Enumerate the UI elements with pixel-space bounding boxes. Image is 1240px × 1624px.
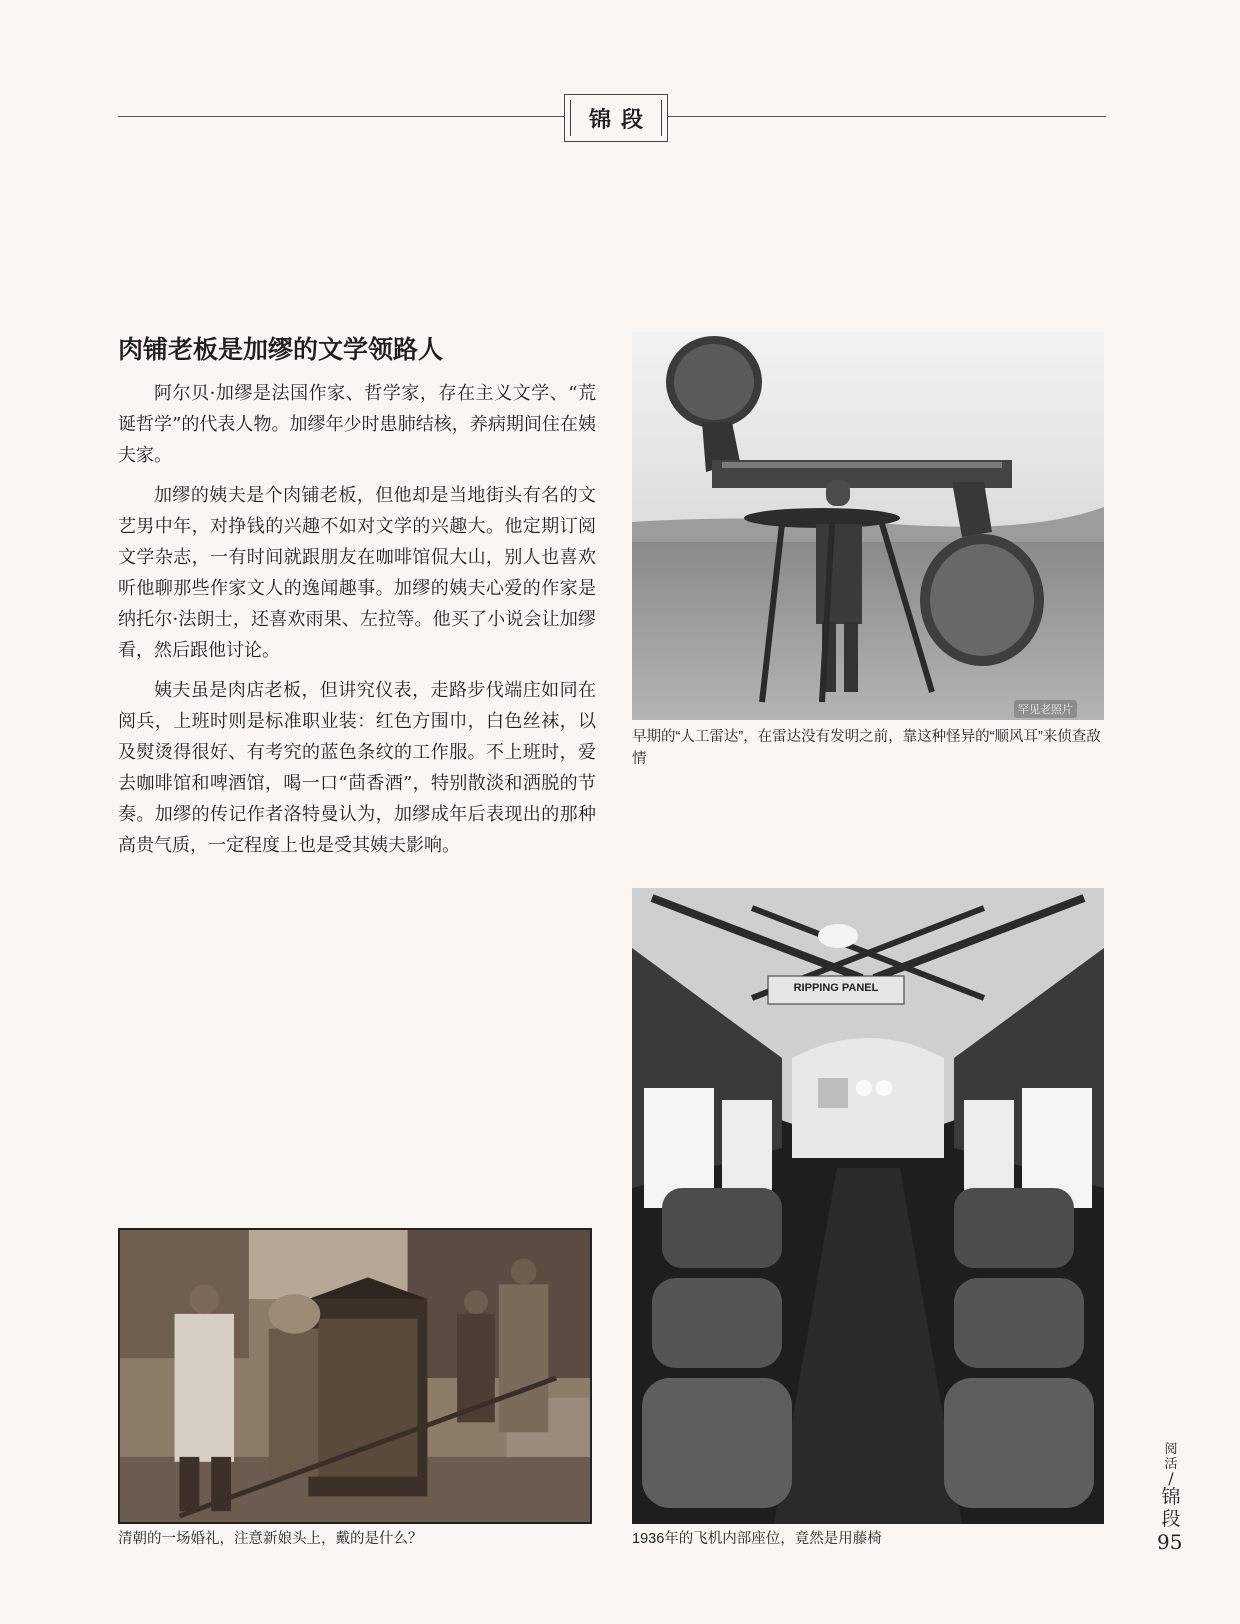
- ripping-panel-sign: RIPPING PANEL: [793, 982, 879, 994]
- magazine-section-big: 锦段: [1161, 1486, 1181, 1530]
- label-slash: /: [1168, 1469, 1174, 1488]
- photo-watermark: 罕见老照片: [1014, 700, 1077, 718]
- airplane-cabin-caption: 1936年的飞机内部座位，竟然是用藤椅: [632, 1531, 882, 1547]
- article-body: [118, 378, 596, 870]
- airplane-cabin-photo: [632, 888, 1104, 1524]
- radar-photo: [632, 332, 1104, 720]
- header-rule-right: [668, 116, 1106, 117]
- article-title: 肉铺老板是加缪的文学领路人: [118, 335, 444, 364]
- paragraph-1: 阿尔贝·加缪是法国作家、哲学家，存在主义文学、“荒诞哲学”的代表人物。加缪年少时患肺结核，养病期间住在姨夫家。: [118, 383, 596, 466]
- section-header: [564, 94, 668, 142]
- paragraph-3: 姨夫虽是肉店老板，但讲究仪表，走路步伐端庄如同在阅兵，上班时则是标准职业装：红色方围巾，白色丝袜，以及熨烫得很好、有考究的蓝色条纹的工作服。不上班时，爱去咖啡馆和啤酒馆，喝一口“茴香酒”，特别散淡和洒脱的节奏。加缪的传记作者洛特曼认为，加缪成年后表现出的那种高贵气质，一定程度上也是受其姨夫影响。: [118, 680, 596, 856]
- wedding-photo-caption: 清朝的一场婚礼，注意新娘头上，戴的是什么？: [118, 1531, 423, 1547]
- section-title: 锦段: [588, 107, 653, 133]
- paragraph-2: 加缪的姨夫是个肉铺老板，但他却是当地街头有名的文艺男中年，对挣钱的兴趣不如对文学的兴趣大。他定期订阅文学杂志，一有时间就跟朋友在咖啡馆侃大山，别人也喜欢听他聊那些作家文人的逸闻趣事。加缪的姨夫心爱的作家是纳托尔·法朗士，还喜欢雨果、左拉等。他买了小说会让加缪看，然后跟他讨论。: [118, 485, 596, 661]
- radar-photo-caption: 早期的“人工雷达”，在雷达没有发明之前，靠这种怪异的“顺风耳”来侦查敌情: [632, 729, 1101, 767]
- header-rule-left: [118, 116, 564, 117]
- magazine-name-small: 阅活: [1164, 1442, 1178, 1472]
- wedding-photo: [118, 1228, 592, 1524]
- magazine-side-label: [1160, 1442, 1182, 1530]
- page-number: 95: [1157, 1530, 1183, 1554]
